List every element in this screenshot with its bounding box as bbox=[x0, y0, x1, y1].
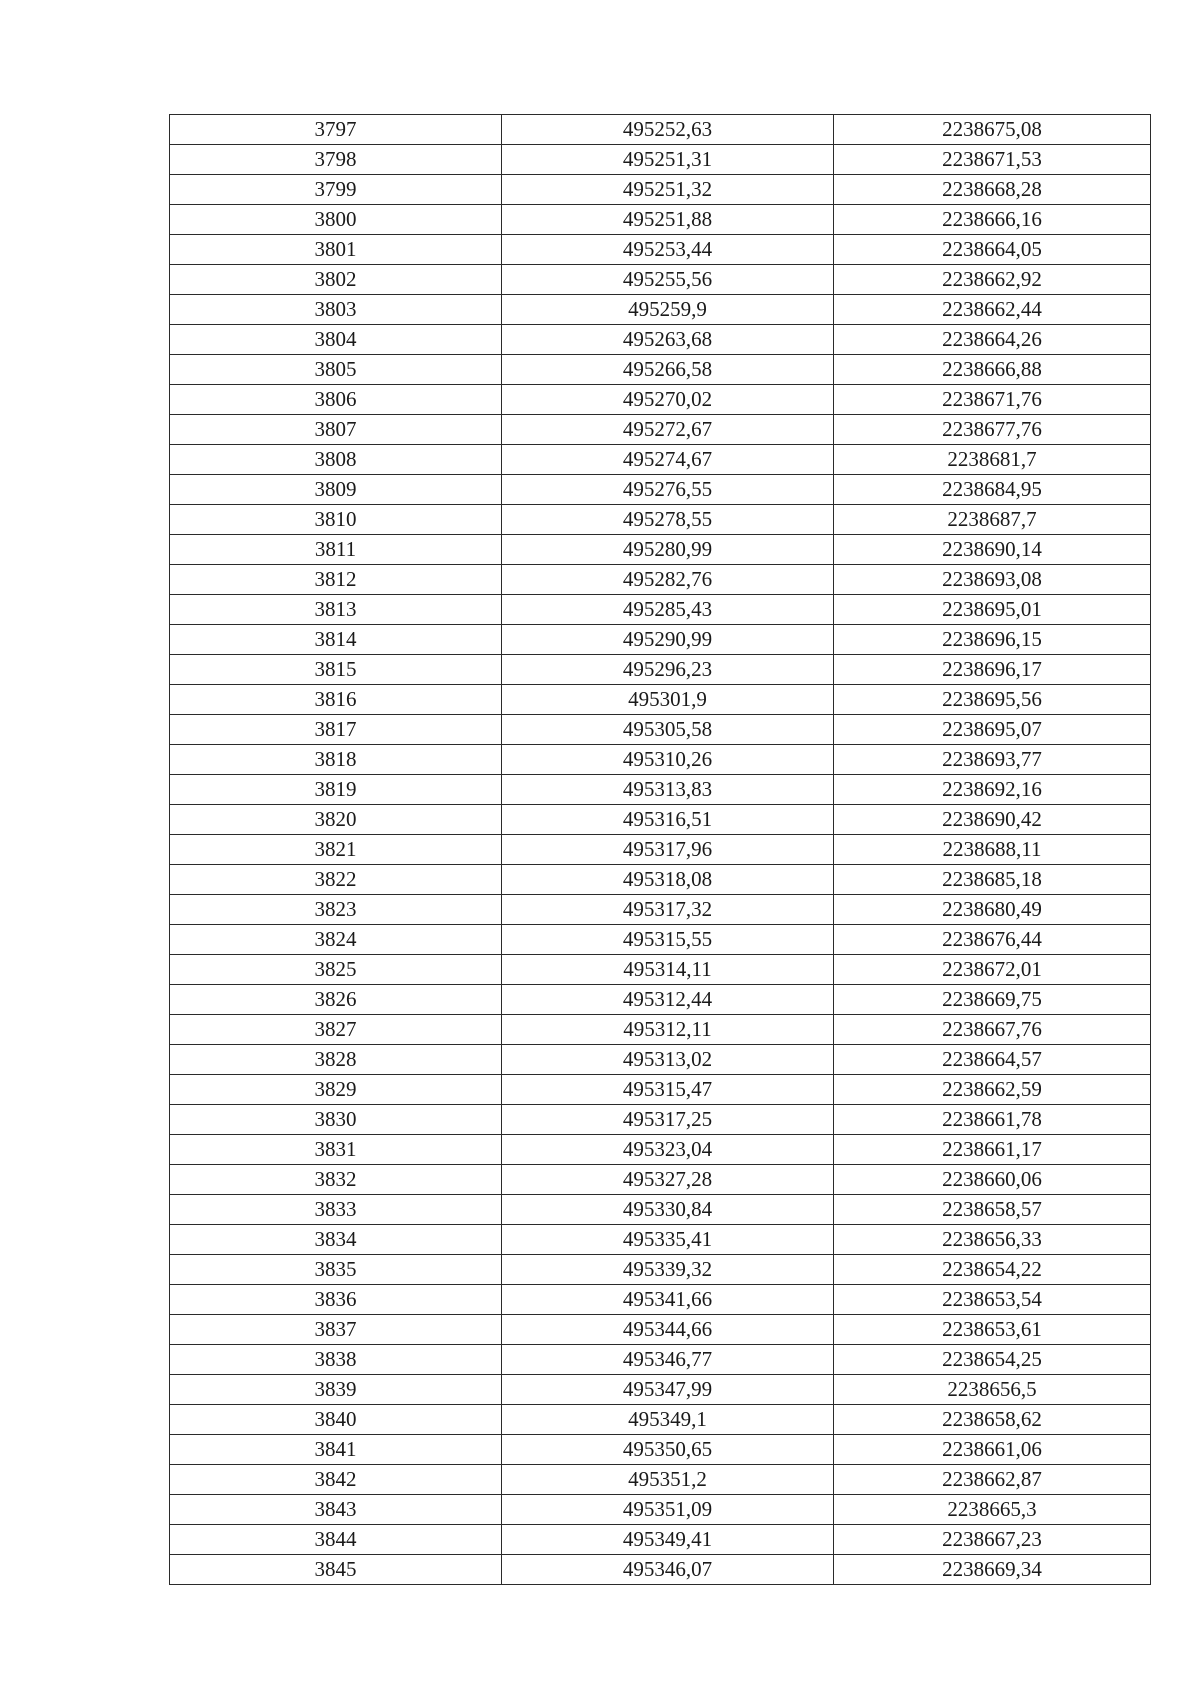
point-number-cell: 3813 bbox=[170, 595, 502, 625]
x-coordinate-cell: 495317,32 bbox=[502, 895, 834, 925]
y-coordinate-cell: 2238696,17 bbox=[834, 655, 1151, 685]
table-row bbox=[170, 295, 1151, 325]
point-number-cell: 3816 bbox=[170, 685, 502, 715]
x-coordinate-cell: 495317,25 bbox=[502, 1105, 834, 1135]
point-number-cell: 3808 bbox=[170, 445, 502, 475]
point-number-cell: 3803 bbox=[170, 295, 502, 325]
x-coordinate-cell: 495349,1 bbox=[502, 1405, 834, 1435]
x-coordinate-cell: 495282,76 bbox=[502, 565, 834, 595]
table-row bbox=[170, 1285, 1151, 1315]
point-number-cell: 3814 bbox=[170, 625, 502, 655]
x-coordinate-cell: 495263,68 bbox=[502, 325, 834, 355]
point-number-cell: 3826 bbox=[170, 985, 502, 1015]
y-coordinate-cell: 2238692,16 bbox=[834, 775, 1151, 805]
point-number-cell: 3825 bbox=[170, 955, 502, 985]
y-coordinate-cell: 2238677,76 bbox=[834, 415, 1151, 445]
y-coordinate-cell: 2238662,44 bbox=[834, 295, 1151, 325]
y-coordinate-cell: 2238662,59 bbox=[834, 1075, 1151, 1105]
y-coordinate-cell: 2238661,78 bbox=[834, 1105, 1151, 1135]
point-number-cell: 3801 bbox=[170, 235, 502, 265]
point-number-cell: 3831 bbox=[170, 1135, 502, 1165]
y-coordinate-cell: 2238666,16 bbox=[834, 205, 1151, 235]
y-coordinate-cell: 2238687,7 bbox=[834, 505, 1151, 535]
y-coordinate-cell: 2238688,11 bbox=[834, 835, 1151, 865]
point-number-cell: 3837 bbox=[170, 1315, 502, 1345]
point-number-cell: 3818 bbox=[170, 745, 502, 775]
point-number-cell: 3821 bbox=[170, 835, 502, 865]
y-coordinate-cell: 2238654,22 bbox=[834, 1255, 1151, 1285]
y-coordinate-cell: 2238681,7 bbox=[834, 445, 1151, 475]
x-coordinate-cell: 495349,41 bbox=[502, 1525, 834, 1555]
table-row bbox=[170, 1255, 1151, 1285]
table-row bbox=[170, 1375, 1151, 1405]
table-row bbox=[170, 505, 1151, 535]
x-coordinate-cell: 495259,9 bbox=[502, 295, 834, 325]
table-row bbox=[170, 205, 1151, 235]
table-row bbox=[170, 985, 1151, 1015]
x-coordinate-cell: 495318,08 bbox=[502, 865, 834, 895]
point-number-cell: 3827 bbox=[170, 1015, 502, 1045]
y-coordinate-cell: 2238654,25 bbox=[834, 1345, 1151, 1375]
table-row bbox=[170, 715, 1151, 745]
y-coordinate-cell: 2238661,17 bbox=[834, 1135, 1151, 1165]
y-coordinate-cell: 2238696,15 bbox=[834, 625, 1151, 655]
x-coordinate-cell: 495272,67 bbox=[502, 415, 834, 445]
table-row bbox=[170, 1405, 1151, 1435]
x-coordinate-cell: 495327,28 bbox=[502, 1165, 834, 1195]
point-number-cell: 3823 bbox=[170, 895, 502, 925]
y-coordinate-cell: 2238658,62 bbox=[834, 1405, 1151, 1435]
x-coordinate-cell: 495251,31 bbox=[502, 145, 834, 175]
table-row bbox=[170, 235, 1151, 265]
x-coordinate-cell: 495315,47 bbox=[502, 1075, 834, 1105]
table-row bbox=[170, 1435, 1151, 1465]
x-coordinate-cell: 495317,96 bbox=[502, 835, 834, 865]
y-coordinate-cell: 2238676,44 bbox=[834, 925, 1151, 955]
y-coordinate-cell: 2238695,56 bbox=[834, 685, 1151, 715]
table-row bbox=[170, 1015, 1151, 1045]
point-number-cell: 3820 bbox=[170, 805, 502, 835]
y-coordinate-cell: 2238667,23 bbox=[834, 1525, 1151, 1555]
table-row bbox=[170, 145, 1151, 175]
table-row bbox=[170, 535, 1151, 565]
x-coordinate-cell: 495330,84 bbox=[502, 1195, 834, 1225]
table-row bbox=[170, 175, 1151, 205]
y-coordinate-cell: 2238695,01 bbox=[834, 595, 1151, 625]
x-coordinate-cell: 495251,88 bbox=[502, 205, 834, 235]
x-coordinate-cell: 495266,58 bbox=[502, 355, 834, 385]
x-coordinate-cell: 495305,58 bbox=[502, 715, 834, 745]
x-coordinate-cell: 495314,11 bbox=[502, 955, 834, 985]
y-coordinate-cell: 2238675,08 bbox=[834, 115, 1151, 145]
y-coordinate-cell: 2238666,88 bbox=[834, 355, 1151, 385]
point-number-cell: 3810 bbox=[170, 505, 502, 535]
point-number-cell: 3842 bbox=[170, 1465, 502, 1495]
y-coordinate-cell: 2238658,57 bbox=[834, 1195, 1151, 1225]
table-row bbox=[170, 475, 1151, 505]
point-number-cell: 3805 bbox=[170, 355, 502, 385]
point-number-cell: 3815 bbox=[170, 655, 502, 685]
x-coordinate-cell: 495276,55 bbox=[502, 475, 834, 505]
x-coordinate-cell: 495346,07 bbox=[502, 1555, 834, 1585]
x-coordinate-cell: 495310,26 bbox=[502, 745, 834, 775]
table-row bbox=[170, 805, 1151, 835]
x-coordinate-cell: 495278,55 bbox=[502, 505, 834, 535]
y-coordinate-cell: 2238660,06 bbox=[834, 1165, 1151, 1195]
y-coordinate-cell: 2238671,53 bbox=[834, 145, 1151, 175]
point-number-cell: 3830 bbox=[170, 1105, 502, 1135]
y-coordinate-cell: 2238690,14 bbox=[834, 535, 1151, 565]
point-number-cell: 3844 bbox=[170, 1525, 502, 1555]
x-coordinate-cell: 495323,04 bbox=[502, 1135, 834, 1165]
x-coordinate-cell: 495315,55 bbox=[502, 925, 834, 955]
point-number-cell: 3798 bbox=[170, 145, 502, 175]
point-number-cell: 3836 bbox=[170, 1285, 502, 1315]
y-coordinate-cell: 2238664,26 bbox=[834, 325, 1151, 355]
coordinates-table bbox=[169, 114, 1151, 1585]
table-row bbox=[170, 655, 1151, 685]
x-coordinate-cell: 495285,43 bbox=[502, 595, 834, 625]
x-coordinate-cell: 495335,41 bbox=[502, 1225, 834, 1255]
y-coordinate-cell: 2238685,18 bbox=[834, 865, 1151, 895]
table-row bbox=[170, 625, 1151, 655]
x-coordinate-cell: 495350,65 bbox=[502, 1435, 834, 1465]
x-coordinate-cell: 495253,44 bbox=[502, 235, 834, 265]
y-coordinate-cell: 2238664,05 bbox=[834, 235, 1151, 265]
table-row bbox=[170, 775, 1151, 805]
table-row bbox=[170, 1465, 1151, 1495]
point-number-cell: 3804 bbox=[170, 325, 502, 355]
point-number-cell: 3806 bbox=[170, 385, 502, 415]
table-row bbox=[170, 565, 1151, 595]
x-coordinate-cell: 495313,83 bbox=[502, 775, 834, 805]
point-number-cell: 3800 bbox=[170, 205, 502, 235]
point-number-cell: 3822 bbox=[170, 865, 502, 895]
point-number-cell: 3841 bbox=[170, 1435, 502, 1465]
point-number-cell: 3835 bbox=[170, 1255, 502, 1285]
y-coordinate-cell: 2238693,77 bbox=[834, 745, 1151, 775]
table-row bbox=[170, 865, 1151, 895]
table-row bbox=[170, 955, 1151, 985]
point-number-cell: 3833 bbox=[170, 1195, 502, 1225]
y-coordinate-cell: 2238680,49 bbox=[834, 895, 1151, 925]
y-coordinate-cell: 2238672,01 bbox=[834, 955, 1151, 985]
y-coordinate-cell: 2238695,07 bbox=[834, 715, 1151, 745]
x-coordinate-cell: 495346,77 bbox=[502, 1345, 834, 1375]
point-number-cell: 3838 bbox=[170, 1345, 502, 1375]
table-row bbox=[170, 895, 1151, 925]
x-coordinate-cell: 495280,99 bbox=[502, 535, 834, 565]
y-coordinate-cell: 2238662,92 bbox=[834, 265, 1151, 295]
x-coordinate-cell: 495296,23 bbox=[502, 655, 834, 685]
y-coordinate-cell: 2238669,34 bbox=[834, 1555, 1151, 1585]
y-coordinate-cell: 2238669,75 bbox=[834, 985, 1151, 1015]
x-coordinate-cell: 495351,09 bbox=[502, 1495, 834, 1525]
x-coordinate-cell: 495274,67 bbox=[502, 445, 834, 475]
y-coordinate-cell: 2238664,57 bbox=[834, 1045, 1151, 1075]
table-row bbox=[170, 1135, 1151, 1165]
point-number-cell: 3802 bbox=[170, 265, 502, 295]
point-number-cell: 3829 bbox=[170, 1075, 502, 1105]
point-number-cell: 3812 bbox=[170, 565, 502, 595]
y-coordinate-cell: 2238684,95 bbox=[834, 475, 1151, 505]
table-row bbox=[170, 355, 1151, 385]
point-number-cell: 3840 bbox=[170, 1405, 502, 1435]
point-number-cell: 3797 bbox=[170, 115, 502, 145]
y-coordinate-cell: 2238653,54 bbox=[834, 1285, 1151, 1315]
x-coordinate-cell: 495312,11 bbox=[502, 1015, 834, 1045]
table-row bbox=[170, 1315, 1151, 1345]
table-row bbox=[170, 1105, 1151, 1135]
table-row bbox=[170, 1195, 1151, 1225]
point-number-cell: 3824 bbox=[170, 925, 502, 955]
y-coordinate-cell: 2238661,06 bbox=[834, 1435, 1151, 1465]
x-coordinate-cell: 495313,02 bbox=[502, 1045, 834, 1075]
table-row bbox=[170, 835, 1151, 865]
point-number-cell: 3809 bbox=[170, 475, 502, 505]
point-number-cell: 3819 bbox=[170, 775, 502, 805]
table-row bbox=[170, 445, 1151, 475]
x-coordinate-cell: 495301,9 bbox=[502, 685, 834, 715]
point-number-cell: 3839 bbox=[170, 1375, 502, 1405]
table-row bbox=[170, 385, 1151, 415]
coordinates-table-body bbox=[170, 115, 1151, 1585]
y-coordinate-cell: 2238690,42 bbox=[834, 805, 1151, 835]
x-coordinate-cell: 495347,99 bbox=[502, 1375, 834, 1405]
x-coordinate-cell: 495270,02 bbox=[502, 385, 834, 415]
x-coordinate-cell: 495341,66 bbox=[502, 1285, 834, 1315]
table-row bbox=[170, 1495, 1151, 1525]
x-coordinate-cell: 495252,63 bbox=[502, 115, 834, 145]
x-coordinate-cell: 495251,32 bbox=[502, 175, 834, 205]
point-number-cell: 3834 bbox=[170, 1225, 502, 1255]
table-row bbox=[170, 115, 1151, 145]
table-row bbox=[170, 1075, 1151, 1105]
y-coordinate-cell: 2238693,08 bbox=[834, 565, 1151, 595]
table-row bbox=[170, 1345, 1151, 1375]
table-row bbox=[170, 1045, 1151, 1075]
table-row bbox=[170, 265, 1151, 295]
table-row bbox=[170, 415, 1151, 445]
table-row bbox=[170, 1555, 1151, 1585]
x-coordinate-cell: 495255,56 bbox=[502, 265, 834, 295]
y-coordinate-cell: 2238653,61 bbox=[834, 1315, 1151, 1345]
x-coordinate-cell: 495312,44 bbox=[502, 985, 834, 1015]
x-coordinate-cell: 495339,32 bbox=[502, 1255, 834, 1285]
y-coordinate-cell: 2238656,33 bbox=[834, 1225, 1151, 1255]
x-coordinate-cell: 495344,66 bbox=[502, 1315, 834, 1345]
point-number-cell: 3811 bbox=[170, 535, 502, 565]
point-number-cell: 3828 bbox=[170, 1045, 502, 1075]
x-coordinate-cell: 495351,2 bbox=[502, 1465, 834, 1495]
point-number-cell: 3843 bbox=[170, 1495, 502, 1525]
table-row bbox=[170, 925, 1151, 955]
x-coordinate-cell: 495316,51 bbox=[502, 805, 834, 835]
table-row bbox=[170, 1225, 1151, 1255]
point-number-cell: 3832 bbox=[170, 1165, 502, 1195]
y-coordinate-cell: 2238665,3 bbox=[834, 1495, 1151, 1525]
table-row bbox=[170, 1165, 1151, 1195]
point-number-cell: 3845 bbox=[170, 1555, 502, 1585]
y-coordinate-cell: 2238671,76 bbox=[834, 385, 1151, 415]
point-number-cell: 3807 bbox=[170, 415, 502, 445]
x-coordinate-cell: 495290,99 bbox=[502, 625, 834, 655]
table-row bbox=[170, 595, 1151, 625]
y-coordinate-cell: 2238667,76 bbox=[834, 1015, 1151, 1045]
point-number-cell: 3817 bbox=[170, 715, 502, 745]
table-row bbox=[170, 685, 1151, 715]
table-row bbox=[170, 325, 1151, 355]
y-coordinate-cell: 2238662,87 bbox=[834, 1465, 1151, 1495]
y-coordinate-cell: 2238668,28 bbox=[834, 175, 1151, 205]
y-coordinate-cell: 2238656,5 bbox=[834, 1375, 1151, 1405]
point-number-cell: 3799 bbox=[170, 175, 502, 205]
table-row bbox=[170, 745, 1151, 775]
table-row bbox=[170, 1525, 1151, 1555]
